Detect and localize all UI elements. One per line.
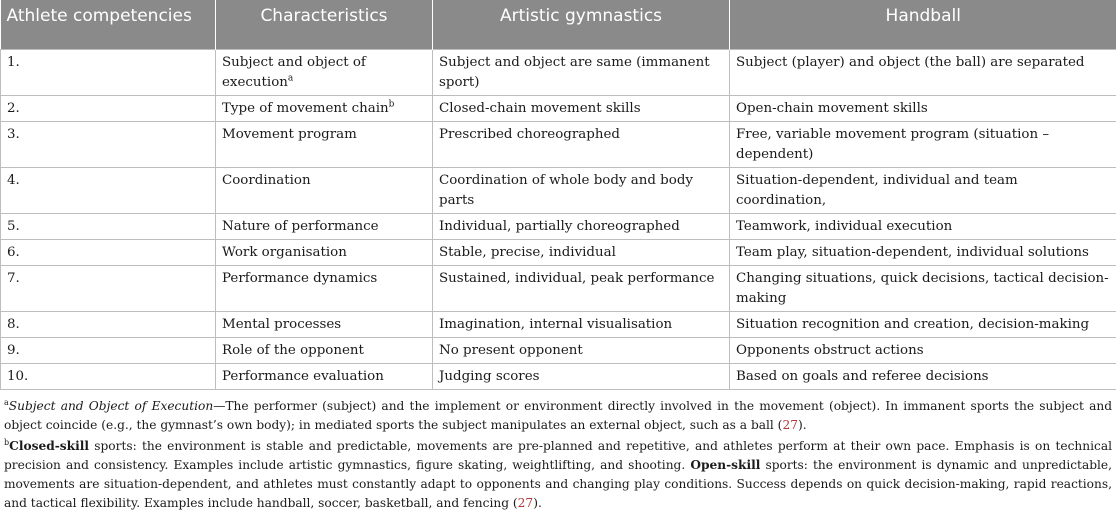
cell-artistic-gymnastics: Sustained, individual, peak performance bbox=[433, 265, 730, 311]
footnote-b-text1: sports: the environment is stable and predictable, movements are pre-planned and repetitive, and athletes perform at their own pace. Emphasis is on technical precision and consistency. Examples include artistic gymnastics, figure skating, weightlifting, and shooting. bbox=[4, 439, 1112, 472]
footnote-a-ref-link[interactable]: 27 bbox=[782, 418, 798, 432]
footnote-a-end: ). bbox=[798, 418, 807, 432]
cell-artistic-gymnastics: Closed-chain movement skills bbox=[433, 95, 730, 121]
footnote-b-text2: sports: the environment is dynamic and unpredictable, movements are situation-dependent, and athletes must constantly adapt to opponents and changing play conditions. Success depends on quick decision-making, rapid reactions, and tactical flexibility. Examples include handball, soccer, basketball, and fencing ( bbox=[4, 458, 1112, 510]
footnote-b-mark: b bbox=[4, 437, 9, 446]
cell-number: 4. bbox=[1, 167, 216, 213]
characteristic-text: Mental processes bbox=[222, 317, 341, 332]
cell-characteristic bbox=[216, 167, 433, 213]
cell-artistic-gymnastics: Judging scores bbox=[433, 363, 730, 389]
header-artistic-gymnastics: Artistic gymnastics bbox=[433, 0, 730, 49]
footnote-b-lead2: Open-skill bbox=[690, 458, 760, 472]
cell-handball: Based on goals and referee decisions bbox=[730, 363, 1116, 389]
cell-characteristic bbox=[216, 49, 433, 95]
cell-handball: Team play, situation-dependent, individual solutions bbox=[730, 239, 1116, 265]
footnote-a bbox=[4, 397, 1112, 435]
cell-artistic-gymnastics: No present opponent bbox=[433, 337, 730, 363]
characteristic-text: Subject and object of execution bbox=[222, 55, 366, 90]
footnote-b-lead1: Closed-skill bbox=[9, 439, 89, 453]
cell-artistic-gymnastics: Prescribed choreographed bbox=[433, 121, 730, 167]
header-handball: Handball bbox=[730, 0, 1116, 49]
characteristic-text: Performance dynamics bbox=[222, 271, 377, 286]
cell-number: 1. bbox=[1, 49, 216, 95]
footnote-marker: a bbox=[288, 73, 293, 83]
cell-artistic-gymnastics: Imagination, internal visualisation bbox=[433, 311, 730, 337]
cell-artistic-gymnastics: Subject and object are same (immanent sport) bbox=[433, 49, 730, 95]
characteristic-text: Performance evaluation bbox=[222, 369, 384, 384]
characteristic-text: Coordination bbox=[222, 173, 311, 188]
table-row bbox=[1, 49, 1116, 95]
cell-characteristic bbox=[216, 311, 433, 337]
cell-handball: Free, variable movement program (situation –dependent) bbox=[730, 121, 1116, 167]
cell-number: 3. bbox=[1, 121, 216, 167]
table-row bbox=[1, 239, 1116, 265]
cell-handball: Changing situations, quick decisions, tactical decision-making bbox=[730, 265, 1116, 311]
table-row bbox=[1, 121, 1116, 167]
cell-handball: Situation-dependent, individual and team coordination, bbox=[730, 167, 1116, 213]
table-row bbox=[1, 95, 1116, 121]
table-row bbox=[1, 265, 1116, 311]
characteristic-text: Work organisation bbox=[222, 245, 347, 260]
cell-number: 5. bbox=[1, 213, 216, 239]
cell-artistic-gymnastics: Stable, precise, individual bbox=[433, 239, 730, 265]
cell-characteristic bbox=[216, 337, 433, 363]
table-row bbox=[1, 167, 1116, 213]
footnote-a-text: —The performer (subject) and the implement or environment directly involved in the movement (object). In immanent sports the subject and object coincide (e.g., the gymnast’s own body); in mediated sports the subject manipulates an external object, such as a ball ( bbox=[4, 399, 1112, 432]
footnote-a-lead: Subject and Object of Execution bbox=[9, 399, 213, 413]
cell-number: 9. bbox=[1, 337, 216, 363]
table-row bbox=[1, 337, 1116, 363]
header-athlete-competencies: Athlete competencies bbox=[1, 0, 216, 49]
cell-handball: Open-chain movement skills bbox=[730, 95, 1116, 121]
cell-handball: Teamwork, individual execution bbox=[730, 213, 1116, 239]
cell-number: 10. bbox=[1, 363, 216, 389]
characteristic-text: Nature of performance bbox=[222, 219, 379, 234]
cell-handball: Situation recognition and creation, decision-making bbox=[730, 311, 1116, 337]
cell-number: 7. bbox=[1, 265, 216, 311]
cell-characteristic bbox=[216, 265, 433, 311]
header-row bbox=[1, 0, 1116, 49]
footnote-a-mark: a bbox=[4, 397, 9, 406]
cell-characteristic bbox=[216, 121, 433, 167]
table-body bbox=[1, 49, 1116, 389]
cell-number: 6. bbox=[1, 239, 216, 265]
table-row bbox=[1, 213, 1116, 239]
cell-artistic-gymnastics: Coordination of whole body and body parts bbox=[433, 167, 730, 213]
footnote-b-end: ). bbox=[533, 496, 542, 510]
cell-characteristic bbox=[216, 95, 433, 121]
table-row bbox=[1, 311, 1116, 337]
characteristic-text: Movement program bbox=[222, 127, 357, 142]
characteristic-text: Type of movement chain bbox=[222, 101, 389, 116]
header-characteristics: Characteristics bbox=[216, 0, 433, 49]
cell-characteristic bbox=[216, 239, 433, 265]
cell-number: 8. bbox=[1, 311, 216, 337]
characteristic-text: Role of the opponent bbox=[222, 343, 364, 358]
cell-handball: Subject (player) and object (the ball) are separated bbox=[730, 49, 1116, 95]
cell-characteristic bbox=[216, 363, 433, 389]
cell-characteristic bbox=[216, 213, 433, 239]
footnotes bbox=[0, 390, 1116, 513]
cell-number: 2. bbox=[1, 95, 216, 121]
table-row bbox=[1, 363, 1116, 389]
footnote-marker: b bbox=[389, 99, 395, 109]
footnote-b bbox=[4, 437, 1112, 513]
cell-handball: Opponents obstruct actions bbox=[730, 337, 1116, 363]
cell-artistic-gymnastics: Individual, partially choreographed bbox=[433, 213, 730, 239]
footnote-b-ref-link[interactable]: 27 bbox=[518, 496, 534, 510]
